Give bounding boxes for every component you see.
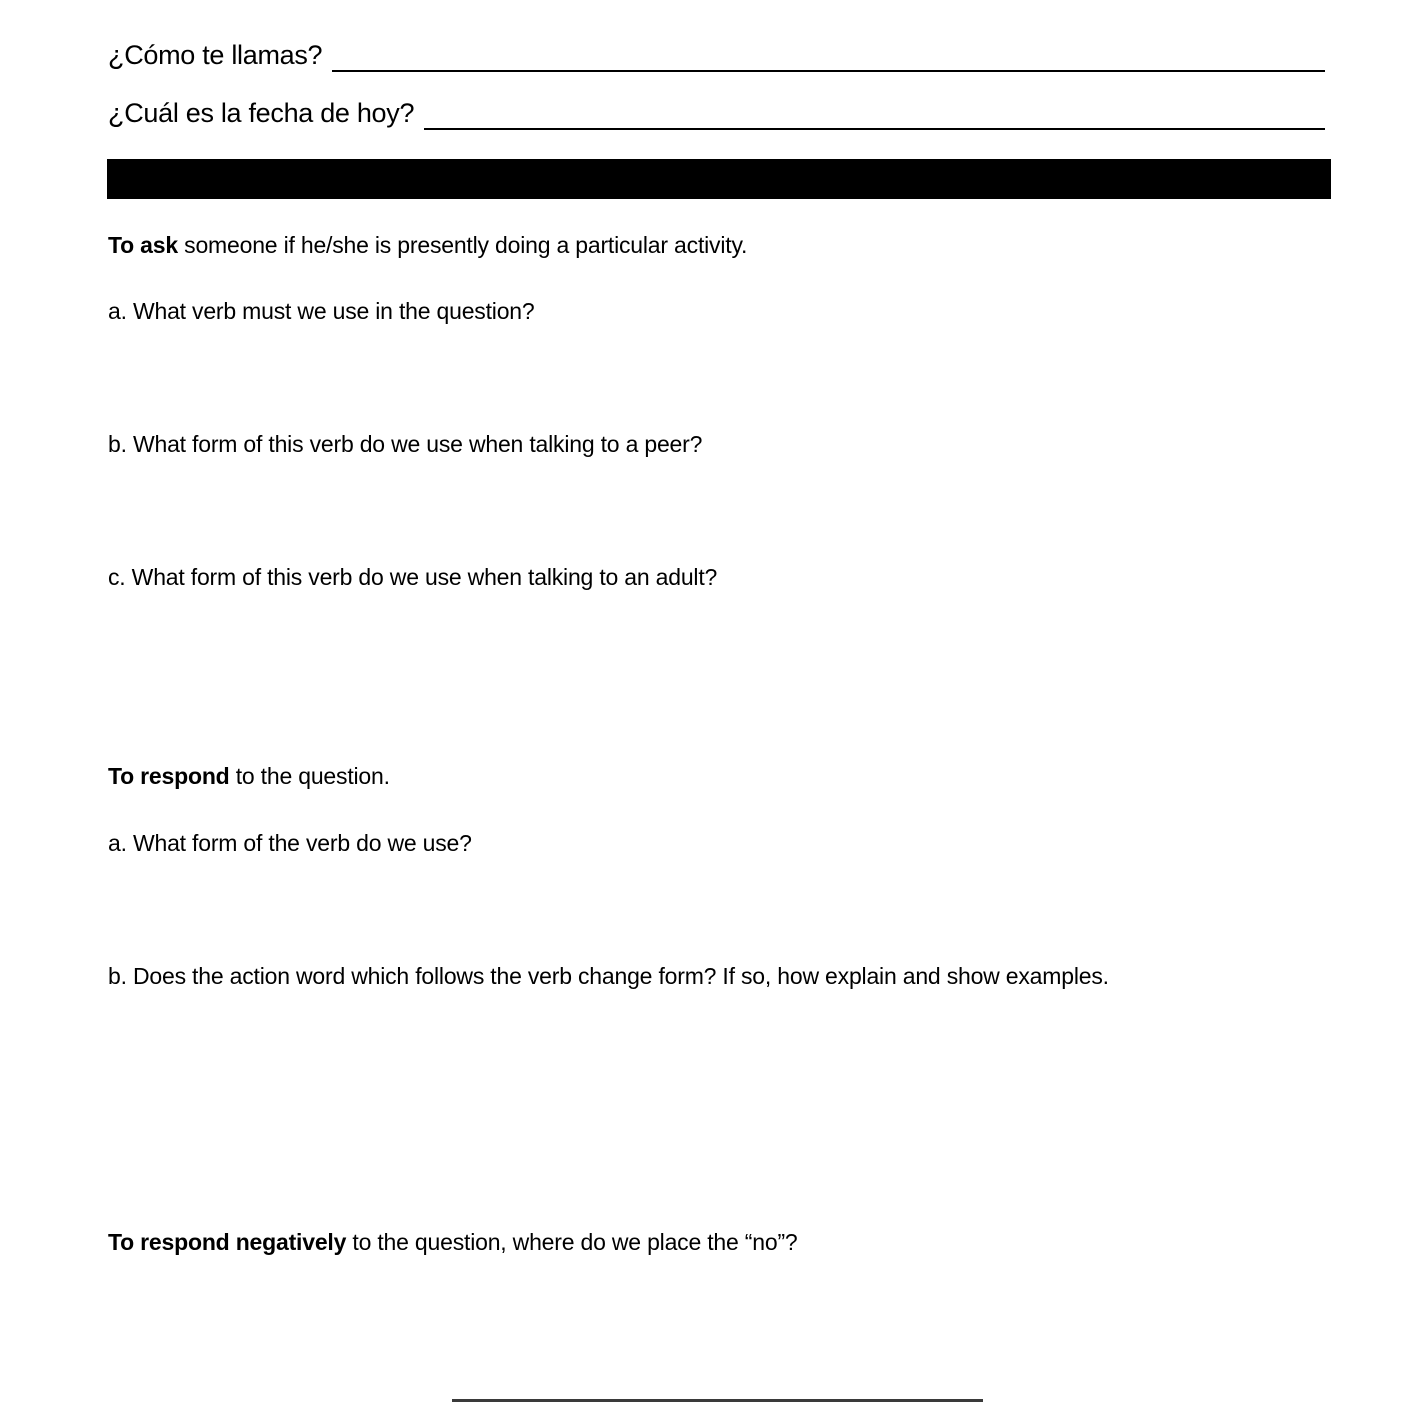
ask-question-c: c. What form of this verb do we use when talking to an adult?: [108, 564, 718, 590]
black-divider-bar: [107, 159, 1331, 199]
ask-bold: To ask: [108, 232, 178, 258]
ask-rest: someone if he/she is presently doing a particular activity.: [177, 232, 748, 258]
ask-question-a: a. What verb must we use in the question?: [108, 298, 535, 324]
respond-bold: To respond: [108, 763, 230, 789]
respond-heading: [108, 762, 390, 790]
respond-rest: to the question.: [229, 763, 390, 789]
date-blank-line[interactable]: [424, 102, 1325, 130]
negative-heading: [108, 1228, 798, 1256]
name-label: ¿Cómo te llamas?: [108, 40, 323, 70]
ask-heading: [108, 231, 747, 259]
date-label: ¿Cuál es la fecha de hoy?: [108, 98, 415, 128]
respond-question-b: b. Does the action word which follows the verb change form? If so, how explain and show examples.: [108, 963, 1109, 989]
name-row: [108, 38, 1325, 72]
negative-rest: to the question, where do we place the “no”?: [346, 1229, 798, 1255]
respond-question-a: a. What form of the verb do we use?: [108, 830, 472, 856]
ask-question-b: b. What form of this verb do we use when talking to a peer?: [108, 431, 703, 457]
date-row: [108, 96, 1325, 130]
name-blank-line[interactable]: [332, 44, 1325, 72]
negative-bold: To respond negatively: [108, 1229, 347, 1255]
